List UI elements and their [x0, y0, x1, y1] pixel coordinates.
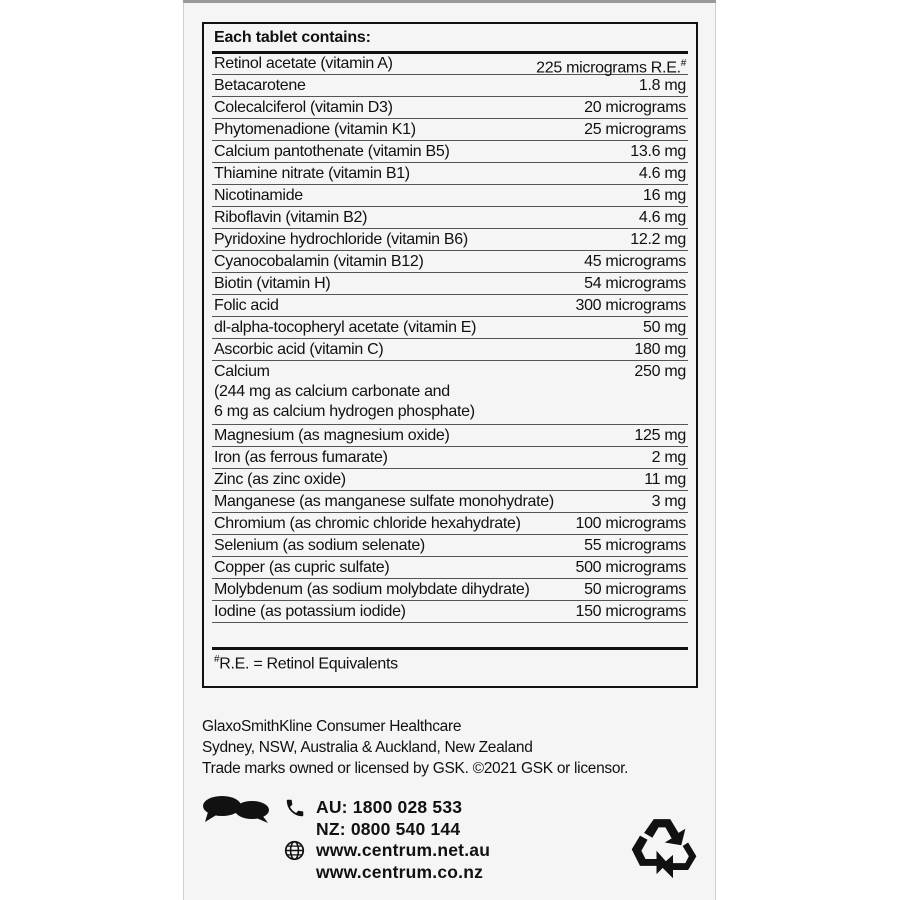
ingredient-amount [634, 426, 686, 446]
amount-value: 45 micrograms [584, 253, 686, 270]
amount-value: 25 micrograms [584, 121, 686, 138]
amount-value: 4.6 mg [638, 165, 686, 182]
table-row [212, 185, 688, 207]
ingredient-amount [584, 98, 686, 118]
table-row [212, 273, 688, 295]
ingredient-amount [575, 602, 686, 622]
amount-value: 3 mg [651, 493, 686, 510]
globe-icon [284, 840, 305, 861]
amount-value: 180 mg [634, 341, 686, 358]
table-row [212, 447, 688, 469]
table-row [212, 295, 688, 317]
table-row [212, 163, 688, 185]
amount-value: 20 micrograms [584, 99, 686, 116]
ingredient-amount [639, 208, 686, 228]
table-row [212, 317, 688, 339]
ingredient-amount [584, 120, 686, 140]
phone-icon [284, 797, 306, 819]
package-top-edge [183, 0, 716, 3]
ingredient-name: Folic acid [214, 297, 279, 314]
amount-value: 4.6 mg [638, 209, 686, 226]
amount-value: 100 micrograms [575, 515, 686, 532]
table-row [212, 513, 688, 535]
company-address: Sydney, NSW, Australia & Auckland, New Zealand [202, 739, 533, 756]
table-footnote [214, 654, 398, 673]
amount-value: 54 micrograms [584, 275, 686, 292]
ingredient-name: Pyridoxine hydrochloride (vitamin B6) [214, 231, 468, 248]
ingredient-amount [639, 76, 686, 96]
ingredient-amount [634, 340, 686, 360]
amount-value: 50 mg [643, 319, 686, 336]
ingredient-amount [643, 186, 686, 206]
ingredient-name: Zinc (as zinc oxide) [214, 471, 346, 488]
table-row [212, 491, 688, 513]
website-nz-link[interactable]: www.centrum.co.nz [316, 862, 484, 882]
amount-footnote-mark: # [680, 58, 686, 69]
ingredient-name: Colecalciferol (vitamin D3) [214, 99, 393, 116]
table-row [212, 97, 688, 119]
amount-value: 13.6 mg [630, 143, 686, 160]
ingredient-name: Selenium (as sodium selenate) [214, 537, 425, 554]
ingredient-name: Iron (as ferrous fumarate) [214, 449, 388, 466]
ingredient-amount [630, 230, 686, 250]
amount-value: 50 micrograms [584, 581, 686, 598]
table-row [212, 535, 688, 557]
ingredient-name: Manganese (as manganese sulfate monohydrate) [214, 493, 554, 510]
table-row [212, 251, 688, 273]
ingredient-name: Thiamine nitrate (vitamin B1) [214, 165, 410, 182]
company-info [202, 716, 628, 779]
ingredient-amount [575, 558, 686, 578]
table-row [212, 469, 688, 491]
company-name: GlaxoSmithKline Consumer Healthcare [202, 718, 462, 735]
table-row [212, 339, 688, 361]
amount-value: 2 mg [651, 449, 686, 466]
amount-value: 16 mg [643, 187, 686, 204]
ingredient-name: Riboflavin (vitamin B2) [214, 209, 368, 226]
website-au-link[interactable]: www.centrum.net.au [316, 840, 491, 860]
table-row [212, 207, 688, 229]
amount-value: 500 micrograms [575, 559, 686, 576]
footnote-mark: # [214, 654, 220, 665]
amount-value: 300 micrograms [575, 297, 686, 314]
ingredient-name: Phytomenadione (vitamin K1) [214, 121, 416, 138]
ingredient-amount [630, 142, 686, 162]
ingredient-name: Magnesium (as magnesium oxide) [214, 427, 450, 444]
ingredient-amount [643, 318, 686, 338]
ingredient-name: Copper (as cupric sulfate) [214, 559, 390, 576]
amount-value: 225 micrograms R.E. [536, 59, 681, 77]
ingredient-amount [584, 536, 686, 556]
ingredient-amount [536, 54, 686, 78]
table-row [212, 361, 688, 425]
footnote-text: R.E. = Retinol Equivalents [219, 655, 398, 673]
amount-value: 12.2 mg [630, 231, 686, 248]
ingredient-name: Biotin (vitamin H) [214, 275, 331, 292]
ingredient-amount [584, 580, 686, 600]
trademark-notice: Trade marks owned or licensed by GSK. ©2021 GSK or licensor. [202, 760, 629, 777]
ingredient-name: Nicotinamide [214, 187, 303, 204]
table-row [212, 557, 688, 579]
ingredient-amount [575, 296, 686, 316]
ingredient-name: Calcium (244 mg as calcium carbonate and 6 mg as calcium hydrogen phosphate) [214, 363, 475, 420]
amount-value: 11 mg [644, 471, 686, 488]
ingredient-name: Molybdenum (as sodium molybdate dihydrate) [214, 581, 530, 598]
table-row [212, 425, 688, 447]
ingredient-name: Calcium pantothenate (vitamin B5) [214, 143, 450, 160]
table-row [212, 119, 688, 141]
table-row [212, 141, 688, 163]
ingredient-rows [212, 53, 688, 623]
table-title: Each tablet contains: [214, 29, 371, 46]
table-row [212, 229, 688, 251]
ingredient-amount [652, 448, 686, 468]
ingredient-amount [584, 274, 686, 294]
table-row [212, 601, 688, 623]
speech-bubbles-icon [202, 795, 272, 825]
ingredients-table [202, 22, 698, 688]
recycle-icon [627, 815, 697, 881]
ingredient-name: dl-alpha-tocopheryl acetate (vitamin E) [214, 319, 477, 336]
au-phone[interactable]: AU: 1800 028 533 [316, 797, 463, 817]
ingredient-amount [639, 164, 686, 184]
ingredient-name: Chromium (as chromic chloride hexahydrate) [214, 515, 521, 532]
ingredient-amount [634, 362, 686, 382]
amount-value: 125 mg [634, 427, 686, 444]
ingredient-amount [644, 470, 686, 490]
ingredient-amount [584, 252, 686, 272]
table-row [212, 579, 688, 601]
amount-value: 55 micrograms [584, 537, 686, 554]
ingredient-name: Ascorbic acid (vitamin C) [214, 341, 384, 358]
amount-value: 250 mg [634, 363, 686, 380]
ingredient-name: Cyanocobalamin (vitamin B12) [214, 253, 424, 270]
table-row [212, 53, 688, 75]
ingredient-name: Betacarotene [214, 77, 306, 94]
ingredient-name: Iodine (as potassium iodide) [214, 603, 406, 620]
amount-value: 1.8 mg [638, 77, 686, 94]
amount-value: 150 micrograms [575, 603, 686, 620]
ingredient-amount [652, 492, 686, 512]
table-footer-rule [212, 647, 688, 650]
nz-phone[interactable]: NZ: 0800 540 144 [316, 819, 461, 839]
ingredient-name: Retinol acetate (vitamin A) [214, 55, 393, 72]
ingredient-amount [575, 514, 686, 534]
